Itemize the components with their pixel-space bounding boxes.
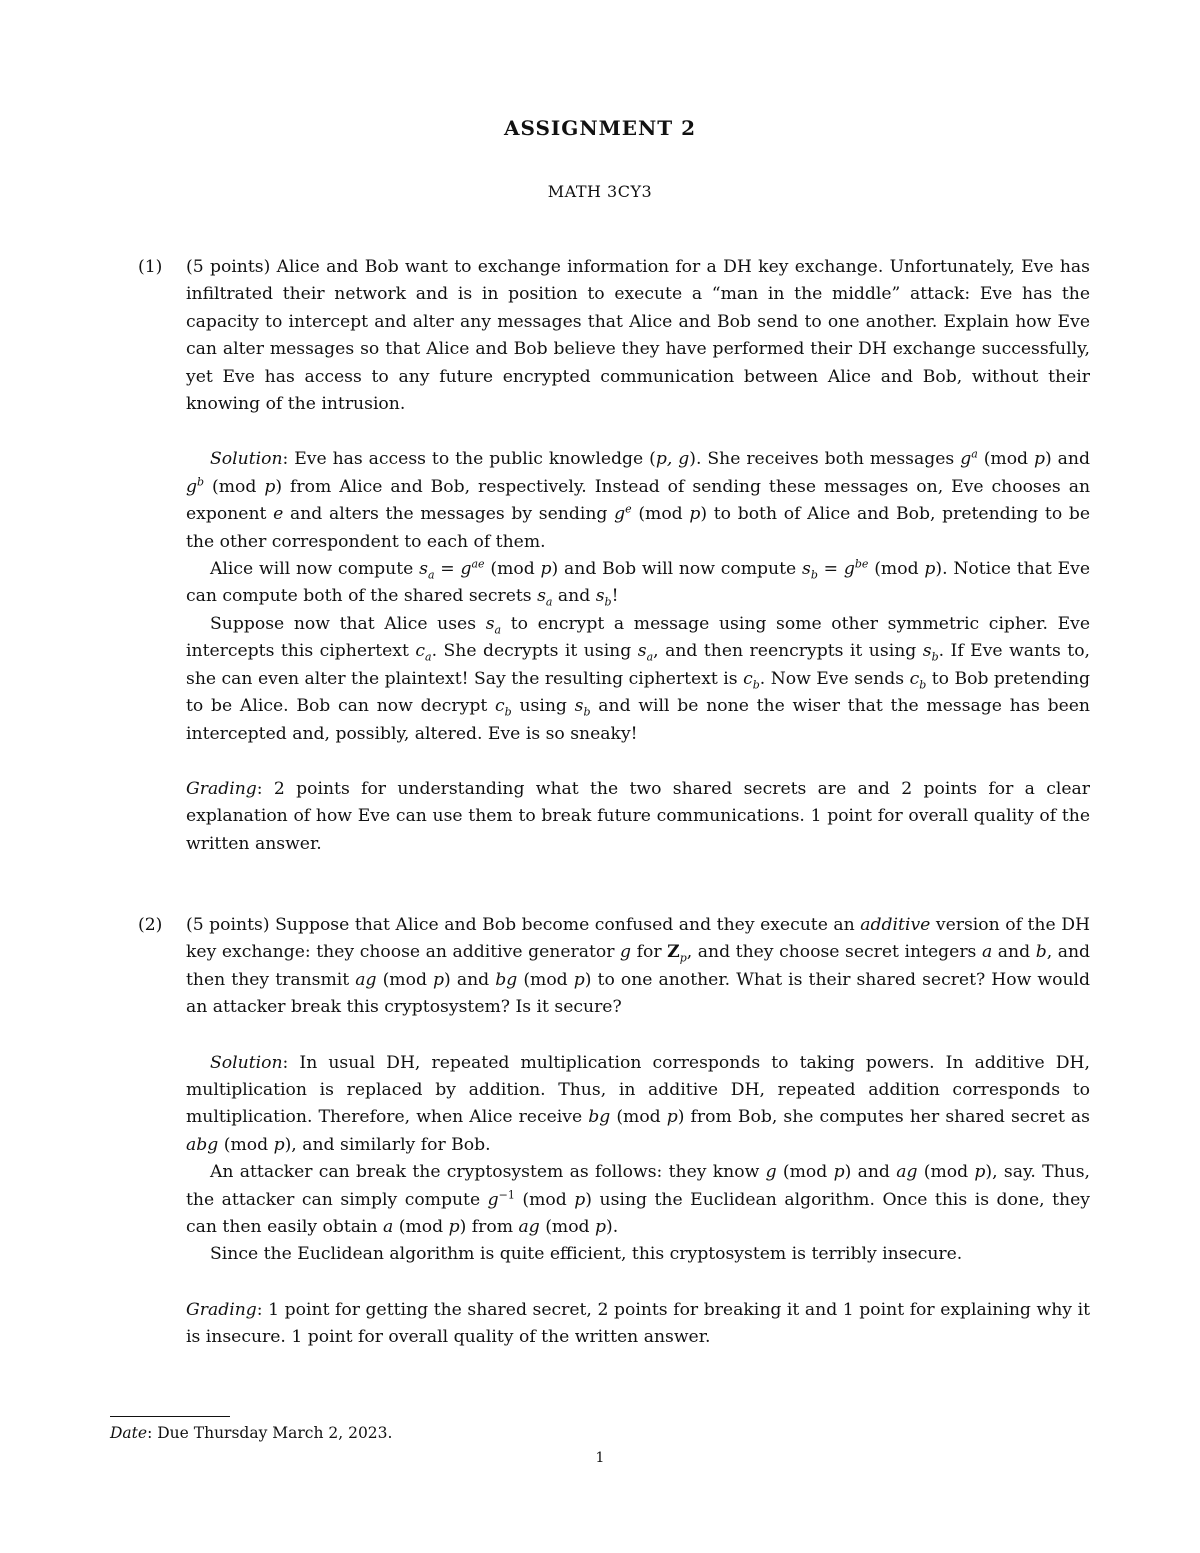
solution-paragraph-2: Alice will now compute $s_a = g^{ae}$ (mod p) and Bob will now compute $s_b = g^{be}$ (mod p). Notice that Eve can compute both of the shared secrets $s_a$ and $s_b$! [186,557,1091,609]
solution-paragraph-1: Solution: In usual DH, repeated multiplication corresponds to taking powers. In additive DH, multiplication is replaced by addition. Thus, in additive DH, repeated addition corresponds to multiplication. Therefore, when Alice receive bg (mod p) from Bob, she computes her shared secret as abg (mod p), and similarly for Bob. [186,1052,1090,1155]
grading-label: Grading [186,778,257,799]
problem-number: (2) [138,915,163,935]
page-title: ASSIGNMENT 2 [503,116,697,140]
page-number: 1 [595,1450,605,1466]
solution-label: Solution [210,1052,283,1073]
solution-label: Solution [210,449,283,470]
footnote-rule [110,1416,230,1417]
grading-paragraph: Grading: 1 point for getting the shared secret, 2 points for breaking it and 1 point for explaining why it is insecure. 1 point for overall quality of the written answer. [186,1299,1090,1348]
course-code: MATH 3CY3 [547,182,653,201]
points: (5 points) [186,915,270,935]
grading-paragraph: Grading: 2 points for understanding what the two shared secrets are and 2 points for a clear explanation of how Eve can use them to break future communications. 1 point for overall quality of the written answer. [186,778,1090,854]
solution-paragraph-3: Since the Euclidean algorithm is quite efficient, this cryptosystem is terribly insecure. [210,1244,963,1265]
footnote-text: Due Thursday March 2, 2023. [157,1424,393,1442]
question-text: Alice and Bob want to exchange information for a DH key exchange. Unfortunately, Eve has infiltrated their network and is in position to execute a “man in the middle” attack: Eve has the capacity to intercept and alter any messages that Alice and Bob send to one another. Explain how Eve can alter messages so that Alice and Bob believe they have performed their DH exchange successfully, yet Eve has access to any future encrypted communication between Alice and Bob, without their knowing of the intrusion. [186,257,1090,415]
solution-paragraph-1: Solution: Eve has access to the public knowledge (p, g). She receives both messages $g^a$ (mod p) and $g^b$ (mod p) from Alice and Bob, respectively. Instead of sending these messages on, Eve chooses an exponent e and alters the messages by sending $g^e$ (mod p) to both of Alice and Bob, pretending to be the other correspondent to each of them. [186,447,1091,552]
footnote-label: Date [110,1424,148,1442]
problem-1 [138,254,1091,858]
grading-label: Grading [186,1299,257,1320]
problem-statement: (5 points) Suppose that Alice and Bob become confused and they execute an additive version of the DH key exchange: they choose an additive generator g for $Z_p$, and they choose secret integers a and b, and then they transmit ag (mod p) and bg (mod p) to one another. What is their shared secret? How would an attacker break this cryptosystem? Is it secure? [186,915,1091,1018]
problem-2 [138,912,1091,1352]
solution-paragraph-2: An attacker can break the cryptosystem as follows: they know g (mod p) and ag (mod p), say. Thus, the attacker can simply compute $g^{-1}$ (mod p) using the Euclidean algorithm. Once this is done, they can then easily obtain a (mod p) from ag (mod p). [186,1162,1091,1238]
footnote: Date: Due Thursday March 2, 2023. [110,1424,393,1442]
points: (5 points) [186,257,271,277]
solution-paragraph-3: Suppose now that Alice uses $s_a$ to encrypt a message using some other symmetric cipher. Eve intercepts this ciphertext $c_a$. She decrypts it using $s_a$, and then reencrypts it using $s_b$. If Eve wants to, she can even alter the plaintext! Say the resulting ciphertext is $c_b$. Now Eve sends $c_b$ to Bob pretending to be Alice. Bob can now decrypt $c_b$ using $s_b$ and will be none the wiser that the message has been intercepted and, possibly, altered. Eve is so sneaky! [186,613,1091,744]
problem-statement [186,254,1090,418]
problem-number: (1) [138,257,163,277]
